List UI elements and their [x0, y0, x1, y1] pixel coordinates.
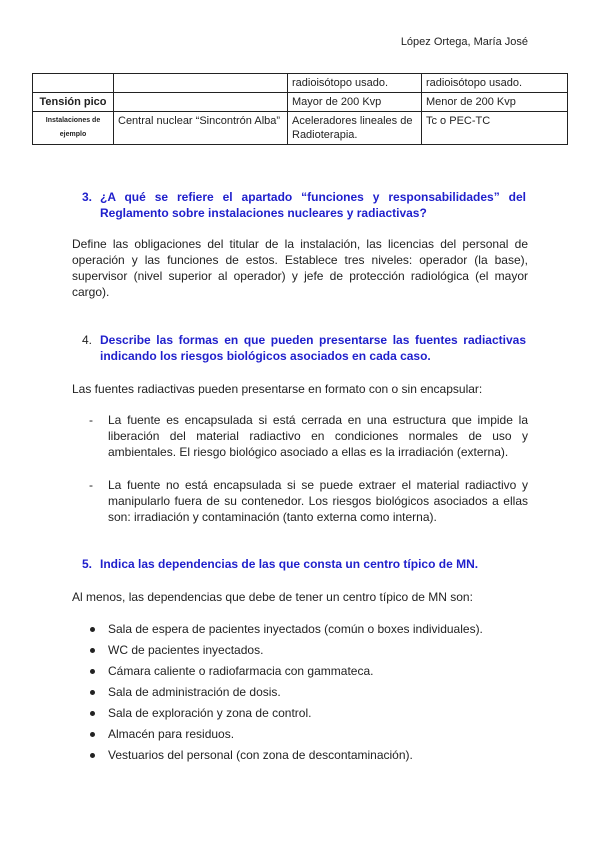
list-item-text: Vestuarios del personal (con zona de descontaminación). — [108, 748, 413, 762]
bullet-icon — [90, 690, 95, 695]
list-item-text: Sala de exploración y zona de control. — [108, 706, 312, 720]
list-item — [89, 412, 528, 460]
bullet-icon — [90, 753, 95, 758]
list-item-text: WC de pacientes inyectados. — [108, 643, 264, 657]
question-3 — [82, 189, 526, 221]
question-4 — [82, 332, 526, 364]
answer-5-intro: Al menos, las dependencias que debe de tener un centro típico de MN son: — [72, 590, 473, 604]
table-cell: Central nuclear “Sincontrón Alba” — [114, 112, 288, 145]
table-cell: radioisótopo usado. — [288, 74, 422, 93]
author-name: López Ortega, María José — [400, 36, 528, 48]
answer-3: Define las obligaciones del titular de la instalación, las licencias del personal de operación y las funciones de estos. Establece tres niveles: operador (la base), supervisor (nivel superior al operador) y jefe de protección radiológica (el mayor cargo). — [72, 237, 528, 299]
dash-marker: - — [89, 478, 93, 492]
list-item-text: Sala de espera de pacientes inyectados (común o boxes individuales). — [108, 622, 483, 636]
dash-marker: - — [89, 413, 93, 427]
bullet-icon — [90, 732, 95, 737]
bullet-icon — [90, 711, 95, 716]
question-number: 3. — [82, 190, 93, 204]
list-item-text: Almacén para residuos. — [108, 727, 235, 741]
table-cell: Tc o PEC-TC — [422, 112, 568, 145]
table-cell: Aceleradores lineales de Radioterapia. — [288, 112, 422, 145]
list-item-text: Sala de administración de dosis. — [108, 685, 281, 699]
list-item-text: La fuente no está encapsulada si se puede extraer el material radiactivo y manipularlo fuera de su contenedor. Los riesgos biológicos asociados a ellas son: irradiación y contaminación (tanto externa como interna). — [108, 478, 528, 524]
comparison-table — [32, 73, 568, 145]
question-text: Describe las formas en que pueden presentarse las fuentes radiactivas indicando los riesgos biológicos asociados en cada caso. — [100, 333, 526, 363]
bullet-icon — [90, 669, 95, 674]
row-header-cell: Tensión pico — [33, 93, 114, 112]
list-item-text: La fuente es encapsulada si está cerrada en una estructura que impide la liberación del material radiactivo en condiciones normales de uso y ambientales. El riesgo biológico asociado a ellas es la irradiación (externa). — [108, 413, 528, 459]
table-row — [33, 93, 568, 112]
table-cell: Mayor de 200 Kvp — [288, 93, 422, 112]
row-header-cell: Instalaciones de ejemplo — [33, 112, 114, 145]
question-text: ¿A qué se refiere el apartado “funciones y responsabilidades” del Reglamento sobre instalaciones nucleares y radiactivas? — [100, 190, 526, 220]
list-item — [89, 477, 528, 525]
question-5 — [82, 556, 526, 572]
table-row — [33, 74, 568, 93]
table-row — [33, 112, 568, 145]
table-cell — [114, 93, 288, 112]
bullet-icon — [90, 648, 95, 653]
table-cell — [114, 74, 288, 93]
question-number: 4. — [82, 333, 93, 347]
table-cell — [33, 74, 114, 93]
table-cell: Menor de 200 Kvp — [422, 93, 568, 112]
question-number: 5. — [82, 557, 93, 571]
table-cell: radioisótopo usado. — [422, 74, 568, 93]
bullet-icon — [90, 627, 95, 632]
list-item-text: Cámara caliente o radiofarmacia con gammateca. — [108, 664, 374, 678]
answer-4-intro: Las fuentes radiactivas pueden presentarse en formato con o sin encapsular: — [72, 382, 483, 396]
question-text: Indica las dependencias de las que consta un centro típico de MN. — [100, 557, 479, 571]
